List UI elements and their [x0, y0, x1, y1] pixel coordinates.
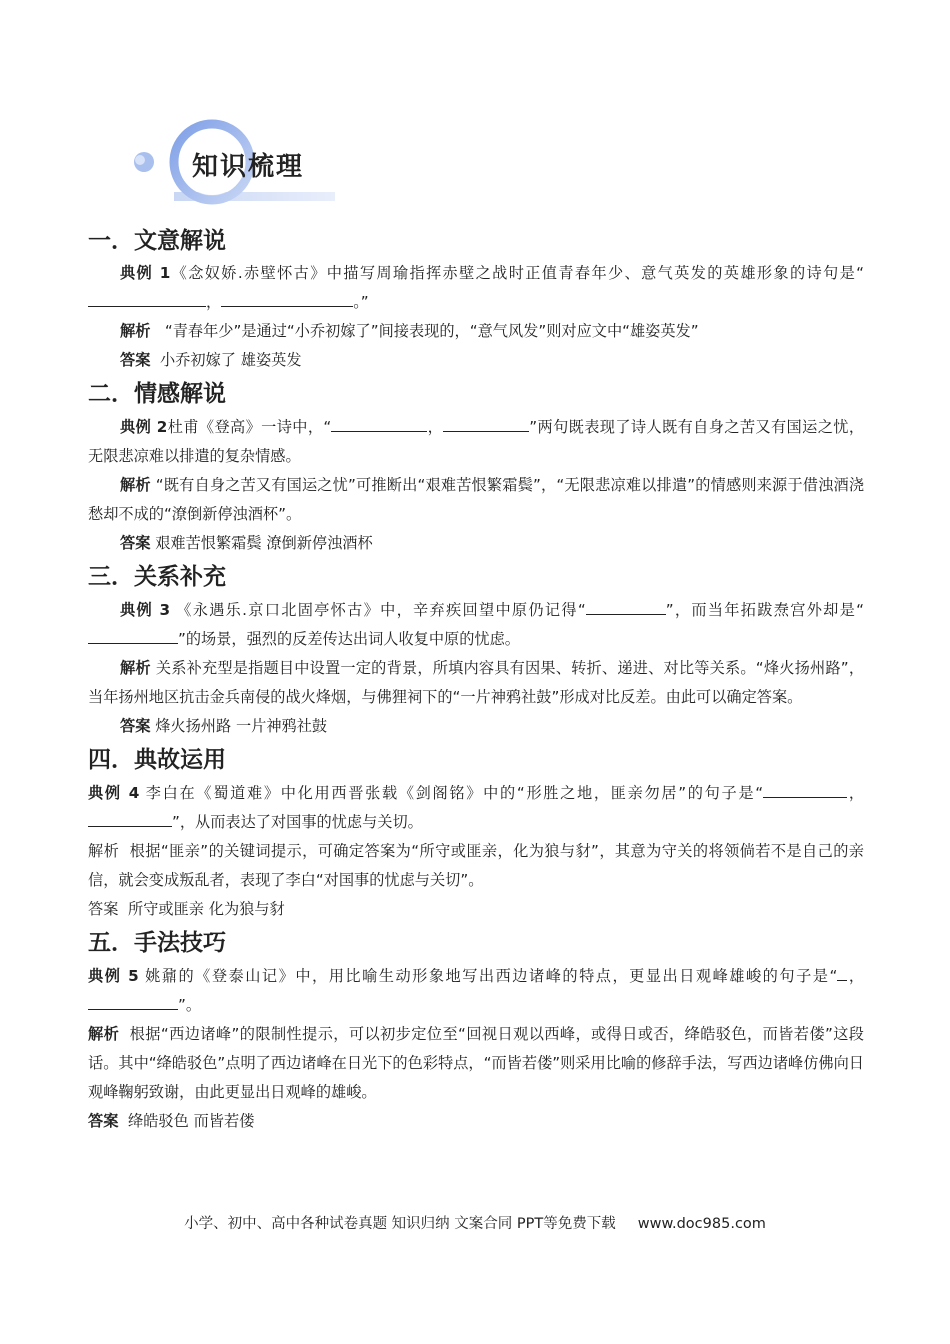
answer-text: 艰难苦恨繁霜鬓 潦倒新停浊酒杯 — [155, 534, 373, 552]
analysis-paragraph — [88, 654, 864, 712]
example-paragraph — [88, 596, 864, 654]
analysis-text: 关系补充型是指题目中设置一定的背景，所填内容具有因果、转折、递进、对比等关系。“烽火扬州路”，当年扬州地区抗击金兵南侵的战火烽烟，与佛狸祠下的“一片神鸦社鼓”形成对比反差。由此可以确定答案。 — [88, 659, 865, 706]
answer-blank — [837, 963, 847, 981]
answer-label: 答案 — [88, 900, 119, 918]
analysis-text: 根据“匪亲”的关键词提示，可确定答案为“所守或匪亲，化为狼与豺”，其意为守关的将领倘若不是自己的亲信，就会变成叛乱者，表现了李白“对国事的忧虑与关切”。 — [88, 842, 864, 889]
blank-separator: ， — [427, 418, 444, 436]
answer-paragraph — [88, 895, 864, 924]
analysis-label: 解析 — [120, 476, 151, 494]
example-text: 杜甫《登高》一诗中，“ — [167, 418, 332, 436]
answer-blank — [586, 597, 666, 615]
answer-blank — [88, 992, 178, 1010]
answer-blank — [443, 414, 529, 432]
analysis-text: “既有自身之苦又有国运之忧”可推断出“艰难苦恨繁霜鬓”，“无限悲凉难以排遣”的情感则来源于借浊酒浇愁却不成的“潦倒新停浊酒杯”。 — [88, 476, 865, 523]
analysis-paragraph — [88, 837, 864, 895]
answer-paragraph — [88, 346, 864, 375]
answer-text: 绛皓驳色 而皆若偻 — [128, 1112, 255, 1130]
blank-separator: ， — [206, 293, 222, 311]
example-text-mid: ”，而当年拓跋焘宫外却是“ — [665, 601, 864, 619]
analysis-paragraph — [88, 471, 864, 529]
answer-text: 烽火扬州路 一片神鸦社鼓 — [155, 717, 328, 735]
example-text-end: ”两句既表现了诗人既有自身之苦又有国运之忧，无限悲凉难以排遣的复杂情感。 — [88, 418, 865, 465]
section-heading: 四．典故运用 — [88, 747, 226, 773]
answer-label: 答案 — [88, 1112, 119, 1130]
example-paragraph — [88, 962, 864, 1020]
section-heading: 二．情感解说 — [88, 381, 226, 407]
analysis-label: 解析 — [88, 842, 120, 860]
answer-blank — [88, 809, 172, 827]
blank-separator: ， — [847, 967, 865, 985]
example-label: 典例 2 — [120, 418, 168, 436]
example-text: 《念奴娇.赤壁怀古》中描写周瑜指挥赤壁之战时正值青春年少、意气英发的英雄形象的诗句是“ — [170, 264, 865, 282]
example-text-end: ”的场景，强烈的反差传达出词人收复中原的忧虑。 — [178, 630, 520, 648]
footer-url: www.doc985.com — [637, 1216, 766, 1232]
blank-separator: ， — [847, 784, 865, 802]
section-heading: 三．关系补充 — [88, 564, 226, 590]
example-text: 李白在《蜀道难》中化用西晋张载《剑阁铭》中的“形胜之地，匪亲勿居”的句子是“ — [145, 784, 764, 802]
document-body — [88, 224, 864, 1136]
analysis-text: 根据“西边诸峰”的限制性提示，可以初步定位至“回视日观以西峰，或得日或否，绛皓驳色，而皆若偻”这段话。其中“绛皓驳色”点明了西边诸峰在日光下的色彩特点，“而皆若偻”则采用比喻的修辞手法，写西边诸峰仿佛向日观峰鞠躬致谢，由此更显出日观峰的雄峻。 — [88, 1025, 864, 1101]
example-label: 典例 4 — [88, 784, 140, 802]
analysis-text: “青春年少”是通过“小乔初嫁了”间接表现的，“意气风发”则对应文中“雄姿英发” — [160, 322, 699, 340]
analysis-label: 解析 — [120, 659, 151, 677]
section-heading: 五．手法技巧 — [88, 930, 226, 956]
answer-label: 答案 — [120, 717, 151, 735]
answer-blank — [221, 289, 353, 307]
section-heading: 一．文意解说 — [88, 228, 226, 254]
answer-label: 答案 — [120, 351, 151, 369]
answer-blank — [331, 414, 427, 432]
example-text-end: 。” — [353, 293, 369, 311]
example-paragraph — [88, 779, 864, 837]
answer-text: 小乔初嫁了 雄姿英发 — [160, 351, 302, 369]
page-footer — [0, 1212, 950, 1233]
answer-paragraph — [88, 529, 864, 558]
example-label: 典例 3 — [120, 601, 171, 619]
answer-paragraph — [88, 1107, 864, 1136]
example-paragraph — [88, 413, 864, 471]
example-text: 姚鼐的《登泰山记》中，用比喻生动形象地写出西边诸峰的特点，更显出日观峰雄峻的句子是“ — [145, 967, 838, 985]
example-paragraph — [88, 259, 864, 317]
analysis-paragraph — [88, 1020, 864, 1107]
analysis-paragraph — [88, 317, 864, 346]
answer-paragraph — [88, 712, 864, 741]
example-label: 典例 1 — [120, 264, 171, 282]
answer-text: 所守或匪亲 化为狼与豺 — [128, 900, 285, 918]
banner-title: 知识梳理 — [192, 152, 305, 182]
example-label: 典例 5 — [88, 967, 139, 985]
answer-blank — [763, 780, 847, 798]
example-text: 《永遇乐.京口北固亭怀古》中，辛弃疾回望中原仍记得“ — [176, 601, 586, 619]
footer-text: 小学、初中、高中各种试卷真题 知识归纳 文案合同 PPT等免费下载 — [184, 1216, 616, 1232]
analysis-label: 解析 — [120, 322, 151, 340]
example-text-end: ”。 — [178, 996, 202, 1014]
answer-blank — [88, 626, 178, 644]
answer-blank — [88, 289, 206, 307]
answer-label: 答案 — [120, 534, 151, 552]
analysis-label: 解析 — [88, 1025, 120, 1043]
example-text-end: ”，从而表达了对国事的忧虑与关切。 — [172, 813, 423, 831]
